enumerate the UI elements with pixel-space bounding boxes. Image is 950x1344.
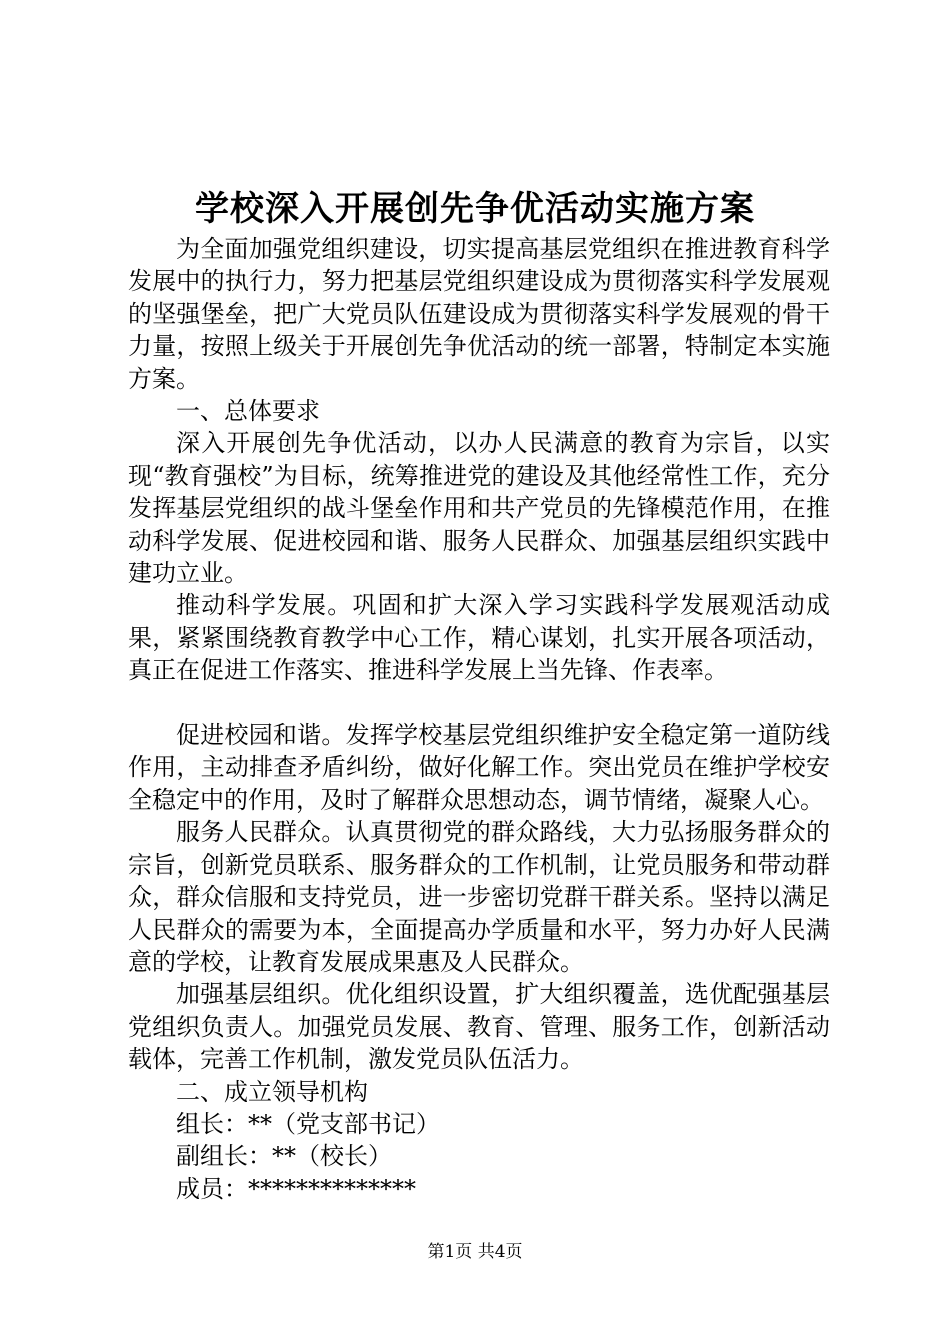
document-body (128, 233, 830, 1205)
general-requirements-paragraph: 深入开展创先争优活动，以办人民满意的教育为宗旨，以实现“教育强校”为目标，统筹推进党的建设及其他经常性工作，充分发挥基层党组织的战斗堡垒作用和共产党员的先锋模范作用，在推动科学发展、促进校园和谐、服务人民群众、加强基层组织实践中建功立业。 (128, 429, 830, 588)
promote-development-paragraph: 推动科学发展。巩固和扩大深入学习实践科学发展观活动成果，紧紧围绕教育教学中心工作，精心谋划，扎实开展各项活动，真正在促进工作落实、推进科学发展上当先锋、作表率。 (128, 591, 830, 685)
paragraph-spacer (128, 687, 830, 719)
campus-harmony-paragraph: 促进校园和谐。发挥学校基层党组织维护安全稳定第一道防线作用，主动排查矛盾纠纷，做好化解工作。突出党员在维护学校安全稳定中的作用，及时了解群众思想动态，调节情绪，凝聚人心。 (128, 721, 830, 814)
serve-people-paragraph: 服务人民群众。认真贯彻党的群众路线，大力弘扬服务群众的宗旨，创新党员联系、服务群众的工作机制，让党员服务和带动群众，群众信服和支持党员，进一步密切党群干群关系。坚持以满足人民群众的需要为本，全面提高办学质量和水平，努力办好人民满意的学校，让教育发展成果惠及人民群众。 (128, 818, 830, 976)
page-indicator: 第1页 共4页 (427, 1242, 523, 1262)
deputy-leader-line: 副组长：**（校长） (176, 1142, 392, 1171)
intro-paragraph: 为全面加强党组织建设，切实提高基层党组织在推进教育科学发展中的执行力，努力把基层党组织建设成为贯彻落实科学发展观的坚强堡垒，把广大党员队伍建设成为贯彻落实科学发展观的骨干力量，按照上级关于开展创先争优活动的统一部署，特制定本实施方案。 (128, 235, 830, 393)
members-line: 成员：************** (176, 1174, 416, 1203)
section-heading-leadership: 二、成立领导机构 (176, 1077, 368, 1106)
strengthen-organization-paragraph: 加强基层组织。优化组织设置，扩大组织覆盖，选优配强基层党组织负责人。加强党员发展、教育、管理、服务工作，创新活动载体，完善工作机制，激发党员队伍活力。 (128, 980, 830, 1074)
leader-line: 组长：**（党支部书记） (176, 1109, 440, 1138)
section-heading-general-requirements: 一、总体要求 (176, 397, 320, 426)
document-title: 学校深入开展创先争优活动实施方案 (195, 189, 755, 229)
